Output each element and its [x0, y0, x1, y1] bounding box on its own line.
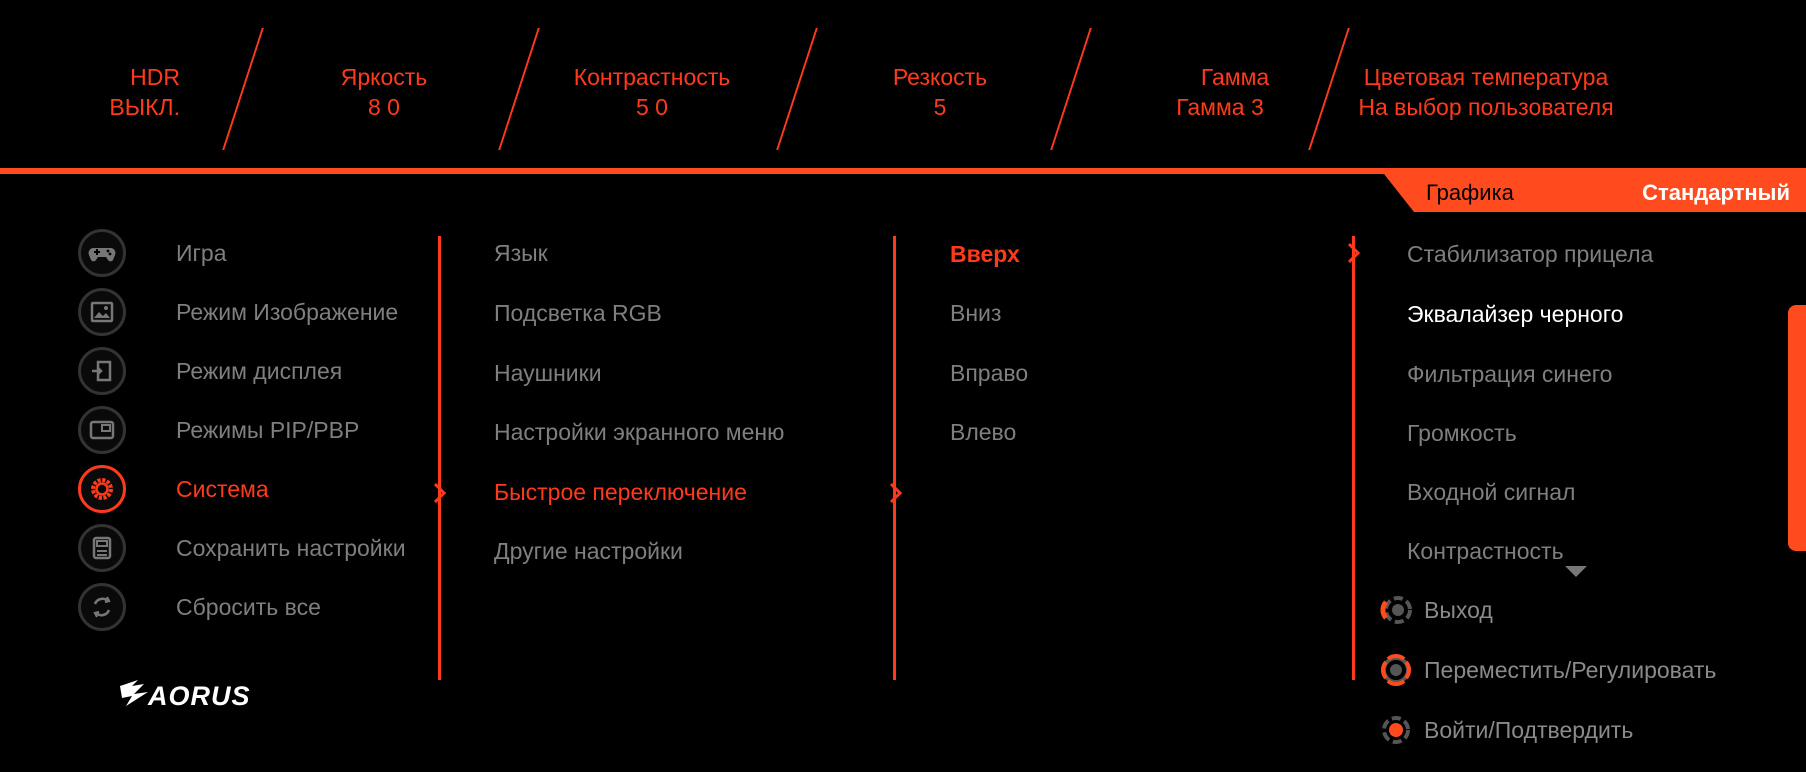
main-menu-item-game[interactable]	[78, 228, 227, 278]
column-divider	[1352, 236, 1355, 680]
main-menu-item-display-mode[interactable]	[78, 346, 343, 396]
system-menu-item-selected[interactable]: Быстрое переключение	[494, 479, 747, 505]
direction-menu-item-selected[interactable]: Вверх	[950, 241, 1020, 267]
main-menu-label: Система	[176, 475, 269, 502]
status-brightness	[304, 62, 464, 122]
main-menu-item-reset-all[interactable]	[78, 582, 321, 632]
system-menu-item[interactable]: Подсветка RGB	[494, 300, 662, 326]
status-brightness-value: 8 0	[368, 94, 400, 120]
mode-tab-mode: Стандартный	[1642, 180, 1790, 205]
status-separator	[1308, 28, 1350, 150]
status-separator	[1050, 28, 1092, 150]
main-menu-item-pip-pbp[interactable]	[78, 405, 360, 455]
hint-exit	[1376, 590, 1493, 630]
function-menu-item[interactable]: Громкость	[1407, 420, 1517, 446]
status-color-temp-value: На выбор пользователя	[1358, 94, 1614, 120]
main-menu-label: Режимы PIP/PBP	[176, 416, 360, 443]
scroll-down-arrow-icon[interactable]	[1565, 566, 1587, 578]
hint-enter	[1376, 710, 1633, 750]
status-contrast-label: Контрастность	[573, 64, 731, 90]
main-menu-label: Режим Изображение	[176, 298, 399, 325]
status-color-temp	[1350, 62, 1622, 122]
hint-move	[1376, 650, 1716, 690]
column-divider	[893, 236, 896, 680]
aorus-logo	[118, 672, 294, 719]
system-menu-item[interactable]: Настройки экранного меню	[494, 419, 785, 445]
main-menu-label: Сбросить все	[176, 593, 321, 620]
joystick-move-icon	[1376, 650, 1416, 690]
status-hdr-label: HDR	[130, 64, 180, 90]
header-divider	[0, 168, 1806, 174]
chevron-right-icon	[1346, 242, 1362, 264]
status-gamma	[1140, 62, 1300, 122]
status-hdr	[60, 62, 180, 122]
main-menu-item-picture-mode[interactable]	[78, 287, 399, 337]
mode-tab-category: Графика	[1426, 180, 1514, 205]
main-menu-label: Режим дисплея	[176, 357, 343, 384]
function-menu-item[interactable]: Входной сигнал	[1407, 479, 1576, 505]
status-contrast-value: 5 0	[636, 94, 668, 120]
hint-enter-label: Войти/Подтвердить	[1424, 716, 1634, 743]
scrollbar-thumb[interactable]	[1788, 305, 1806, 551]
direction-menu-item[interactable]: Влево	[950, 419, 1017, 445]
main-menu-item-save-settings[interactable]	[78, 523, 406, 573]
pip-icon	[78, 406, 126, 454]
direction-menu-item[interactable]: Вниз	[950, 300, 1002, 326]
function-menu-item[interactable]: Фильтрация синего	[1407, 361, 1613, 387]
status-color-temp-label: Цветовая температура	[1363, 64, 1609, 90]
gear-icon	[78, 465, 126, 513]
hint-move-label: Переместить/Регулировать	[1424, 656, 1717, 683]
status-separator	[776, 28, 818, 150]
reset-icon	[78, 583, 126, 631]
status-sharpness-value: 5	[933, 94, 947, 120]
status-gamma-value: Гамма 3	[1176, 94, 1264, 120]
hint-exit-label: Выход	[1424, 596, 1493, 623]
system-menu-item[interactable]: Другие настройки	[494, 538, 683, 564]
main-menu-label: Сохранить настройки	[176, 534, 406, 561]
status-brightness-label: Яркость	[340, 64, 428, 90]
function-menu-item[interactable]: Контрастность	[1407, 538, 1564, 564]
joystick-left-icon	[1376, 590, 1416, 630]
status-gamma-label: Гамма	[1200, 64, 1270, 90]
status-sharpness	[860, 62, 1020, 122]
save-icon	[78, 524, 126, 572]
status-contrast	[552, 62, 752, 122]
system-menu-item[interactable]: Наушники	[494, 360, 602, 386]
chevron-right-icon	[888, 482, 904, 504]
status-hdr-value: ВЫКЛ.	[109, 94, 180, 120]
status-sharpness-label: Резкость	[892, 64, 988, 90]
chevron-right-icon	[432, 482, 448, 504]
status-separator	[498, 28, 540, 150]
svg-text:AORUS: AORUS	[148, 681, 251, 711]
display-input-icon	[78, 347, 126, 395]
direction-menu-item[interactable]: Вправо	[950, 360, 1029, 386]
gamepad-icon	[78, 229, 126, 277]
main-menu-label: Игра	[176, 239, 227, 266]
picture-icon	[78, 288, 126, 336]
system-menu-item[interactable]: Язык	[494, 240, 548, 266]
status-separator	[222, 28, 264, 150]
column-divider	[438, 236, 441, 680]
function-menu-item-highlighted[interactable]: Эквалайзер черного	[1407, 301, 1624, 327]
function-menu-item[interactable]: Стабилизатор прицела	[1407, 241, 1654, 267]
joystick-press-icon	[1376, 710, 1416, 750]
main-menu-item-system[interactable]	[78, 464, 269, 514]
